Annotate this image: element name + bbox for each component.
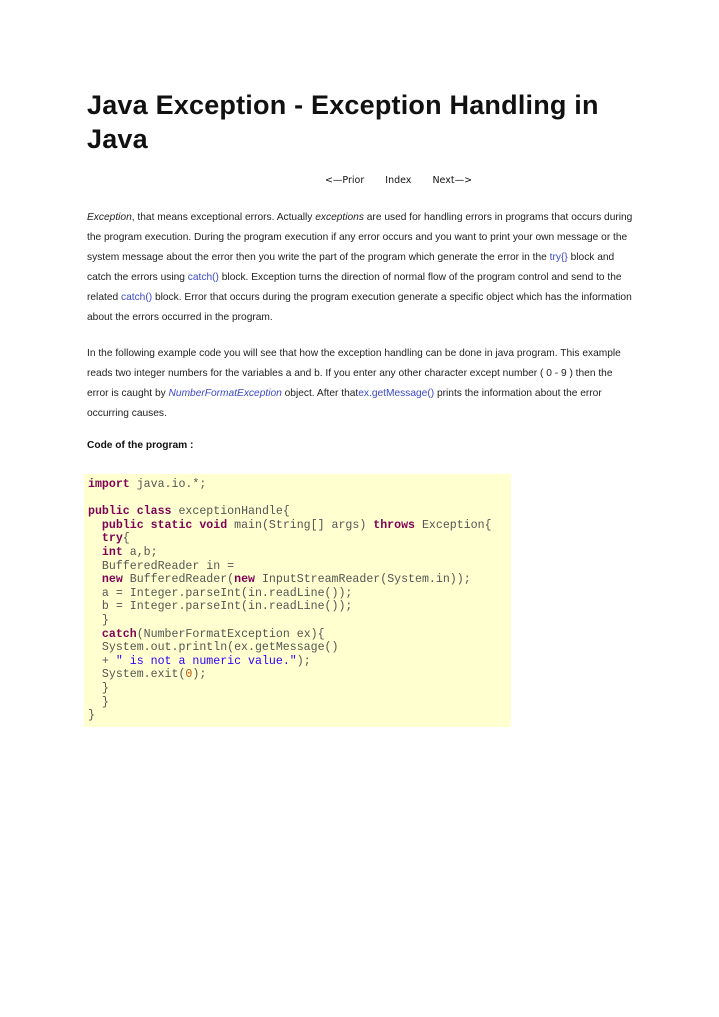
catch-keyword: catch() <box>187 272 219 283</box>
intro-text-2: are used for handling errors in programs that occurs during the program execution. During the program execution if any error occurs and you want to print your own message or the system message about the error then you write the part of the program which generate the error in the <box>87 212 633 263</box>
code-text: main(String[] args) <box>227 518 374 532</box>
code-line <box>88 505 511 519</box>
intro-paragraph <box>87 208 635 328</box>
code-text: BufferedReader( <box>122 573 235 587</box>
code-keyword: int <box>101 545 123 559</box>
code-text: (NumberFormatException ex){ <box>136 627 325 641</box>
code-text: b = Integer.parseInt(in.readLine()); <box>88 600 353 614</box>
code-text: a = Integer.parseInt(in.readLine()); <box>88 586 353 600</box>
code-keyword: catch <box>101 627 137 641</box>
example-text-3: prints the information about the error occurring causes. <box>87 388 602 419</box>
example-text-1: In the following example code you will see that how the exception handling can be done in java program. This example reads two integer numbers for the variables a and b. If you enter any other character except number ( 0 - 9 ) then the error is caught by <box>87 348 621 399</box>
code-line <box>88 682 511 696</box>
code-line <box>88 519 511 533</box>
code-heading: Code of the program : <box>87 440 194 451</box>
code-line <box>88 668 511 682</box>
code-string: " is not a numeric value." <box>115 654 297 668</box>
code-text: } <box>88 695 109 709</box>
prior-link[interactable]: <—Prior <box>324 175 365 186</box>
intro-text-1: , that means exceptional errors. Actually <box>131 212 316 223</box>
code-line <box>88 532 511 546</box>
intro-text-5: block. Error that occurs during the program execution generate a specific object which has the information about the errors occurred in the program. <box>87 292 632 323</box>
code-line <box>88 655 511 669</box>
code-line <box>88 709 511 723</box>
code-keyword: new <box>234 573 255 587</box>
try-keyword: try{} <box>549 252 568 263</box>
code-text: + <box>88 654 116 668</box>
code-text: ); <box>192 668 207 682</box>
document-page <box>87 88 635 451</box>
code-keyword: public static void <box>101 518 228 532</box>
code-text <box>88 573 102 586</box>
code-keyword: new <box>101 573 123 587</box>
index-link[interactable]: Index <box>385 175 412 186</box>
code-text: } <box>88 681 109 695</box>
code-text <box>88 546 102 559</box>
code-block <box>84 474 511 727</box>
numberformatexception-term: NumberFormatException <box>168 388 282 399</box>
code-text: InputStreamReader(System.in)); <box>255 573 471 587</box>
code-keyword: throws <box>373 518 416 532</box>
code-text: } <box>88 709 95 723</box>
code-line <box>88 560 511 574</box>
exception-term: Exception <box>87 212 132 223</box>
intro-text-4: block. Exception turns the direction of normal flow of the program control and send to the related <box>87 272 622 303</box>
code-listing <box>84 474 511 723</box>
code-text: System.exit( <box>88 668 186 682</box>
code-text: a,b; <box>122 545 158 559</box>
code-text <box>88 628 102 641</box>
code-text: java.io.*; <box>129 478 207 491</box>
code-text <box>88 532 102 545</box>
exceptions-term: exceptions <box>315 212 364 223</box>
code-line <box>88 573 511 587</box>
code-line <box>88 696 511 710</box>
code-line <box>88 492 511 506</box>
code-text: ); <box>296 654 311 668</box>
code-text <box>88 519 102 532</box>
next-link[interactable]: Next—> <box>432 175 473 186</box>
example-text-2: object. After that <box>281 388 359 399</box>
code-line <box>88 641 511 655</box>
getmessage-term: ex.getMessage() <box>358 388 435 399</box>
code-text: System.out.println(ex.getMessage() <box>88 641 339 655</box>
code-line <box>88 478 511 492</box>
code-text: Exception{ <box>415 518 492 532</box>
code-line <box>88 587 511 601</box>
code-text: } <box>88 613 109 627</box>
page-title: Java Exception - Exception Handling in Java <box>87 90 599 154</box>
code-text: BufferedReader in = <box>88 559 235 573</box>
code-number: 0 <box>185 668 193 682</box>
code-line <box>88 546 511 560</box>
code-line <box>88 600 511 614</box>
code-keyword: try <box>101 532 123 546</box>
page-navigation <box>87 175 635 186</box>
code-text: exceptionHandle{ <box>171 505 290 519</box>
code-line <box>88 614 511 628</box>
intro-text-3: block and catch the errors using <box>87 252 615 283</box>
example-paragraph <box>87 344 635 424</box>
code-line <box>88 628 511 642</box>
code-text: { <box>122 532 130 546</box>
catch-keyword-2: catch() <box>120 292 153 303</box>
code-keyword: import <box>88 478 130 491</box>
code-keyword: public class <box>88 505 172 519</box>
